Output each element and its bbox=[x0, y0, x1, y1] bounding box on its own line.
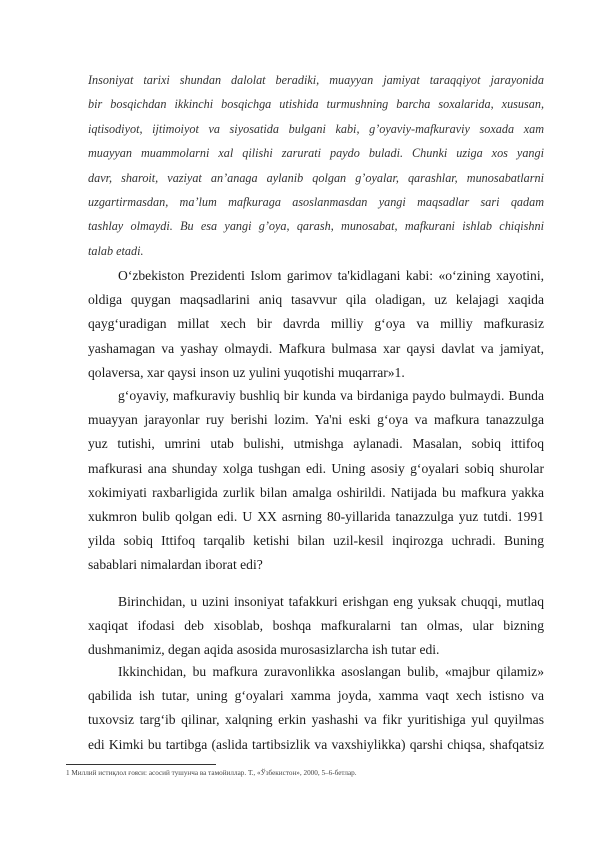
intro-line: Insoniyat tarixi shundan dalolat beradiki, muayyan jamiyat taraqqiyot jarayonida bbox=[88, 73, 544, 87]
paragraph-line: Ikkinchidan, bu mafkura zuravonlikka asoslangan bulib, «majbur qilamiz» bbox=[118, 664, 544, 679]
paragraph-firstly bbox=[88, 590, 544, 663]
intro-line: talab etadi. bbox=[88, 243, 144, 258]
paragraph-line: xaqiqat ifodasi deb xisoblab, boshqa mafkuralarni tan olmas, ular bizning bbox=[88, 618, 544, 634]
paragraph-line: yashamagan va yashay olmaydi. Mafkura bulmasa xar qaysi davlat va jamiyat, bbox=[88, 340, 544, 356]
footnote-divider bbox=[66, 764, 216, 765]
paragraph-line: yilda sobiq Ittifoq tarqalib ketishi bilan uzil-kesil inqirozga uchradi. Buning bbox=[88, 533, 544, 549]
paragraph-line: Birinchidan, u uzini insoniyat tafakkuri erishgan eng yuksak chuqqi, mutlaq bbox=[118, 594, 544, 609]
paragraph-line: mafkurasi ana shunday xolga tushgan edi. Uning asosiy g‘oyalari sobiq shurolar bbox=[88, 460, 544, 476]
footnote: 1 Миллий истиқлол ғояси: асосий тушунча ва тамойиллар. Т., «Ўзбекистон», 2000, 5–6-бетлар. bbox=[66, 769, 357, 777]
paragraph-line: tuxovsiz targ‘ib qilinar, xalqning erkin yashashi va fikr yuritishiga yul quyilmas bbox=[88, 712, 544, 728]
intro-line: davr, sharoit, vaziyat an’anaga aylanib qolgan g’oyalar, qarashlar, munosabatlarni bbox=[88, 170, 544, 185]
paragraph-line: qayg‘uradigan millat xech bir davrda milliy g‘oya va milliy mafkurasiz bbox=[88, 316, 544, 332]
paragraph-line: sabablari nimalardan iborat edi? bbox=[88, 557, 263, 573]
paragraph-line: qolaversa, xar qaysi inson uz yulini yuqotishi muqarrar»1. bbox=[88, 364, 405, 380]
paragraph-secondly bbox=[88, 660, 544, 757]
intro-line: uzgartirmasdan, ma’lum mafkuraga asoslanmasdan yangi maqsadlar sari qadam bbox=[88, 195, 544, 210]
paragraph-line: yuz tutishi, umrini utab bulishi, utmishga aylanadi. Masalan, sobiq ittifoq bbox=[88, 436, 544, 452]
intro-line: tashlay olmaydi. Bu esa yangi g’oya, qarash, munosabat, mafkurani ishlab chiqishni bbox=[88, 219, 544, 234]
intro-line: bir bosqichdan ikkinchi bosqichga utishida turmushning barcha soxalarida, xususan, bbox=[88, 97, 544, 112]
paragraph-line: qabilida ish tutar, uning g‘oyalari xamma joyda, xamma vaqt xech istisno va bbox=[88, 688, 544, 704]
paragraph-ideological-vacuum bbox=[88, 384, 544, 578]
paragraph-line: edi Kimki bu tartibga (aslida tartibsizlik va vaxshiylikka) qarshi chiqsa, shafqatsiz bbox=[88, 736, 544, 752]
paragraph-line: dushmanimiz, degan aqida asosida murosasizlarcha ish tutar edi. bbox=[88, 642, 440, 658]
paragraph-line: xukmron bulib qolgan edi. U XX asrning 80-yillarida tanazzulga yuz tutdi. 1991 bbox=[88, 509, 544, 525]
intro-line: muayyan muammolarni xal qilishi zarurati paydo buladi. Chunki uziga xos yangi bbox=[88, 146, 544, 161]
paragraph-line: muayyan jarayonlar ruy berishi lozim. Ya'ni eski g‘oya va mafkura tanazzulga bbox=[88, 412, 544, 428]
paragraph-line: xokimiyati raxbarligida zurlik bilan amalga oshirildi. Natijada bu mafkura yakka bbox=[88, 484, 544, 500]
intro-paragraph bbox=[88, 68, 544, 263]
paragraph-line: O‘zbekiston Prezidenti Islom garimov ta'kidlagani kabi: «o‘zining xayotini, bbox=[118, 268, 544, 283]
paragraph-line: oldiga quygan maqsadlarini aniq tasavvur qila oladigan, uz kelajagi xaqida bbox=[88, 292, 544, 308]
paragraph-president-quote bbox=[88, 264, 544, 385]
intro-line: iqtisodiyot, ijtimoiyot va siyosatida bulgani kabi, g’oyaviy-mafkuraviy soxada xam bbox=[88, 121, 544, 136]
paragraph-line: g‘oyaviy, mafkuraviy bushliq bir kunda va birdaniga paydo bulmaydi. Bunda bbox=[118, 388, 544, 403]
